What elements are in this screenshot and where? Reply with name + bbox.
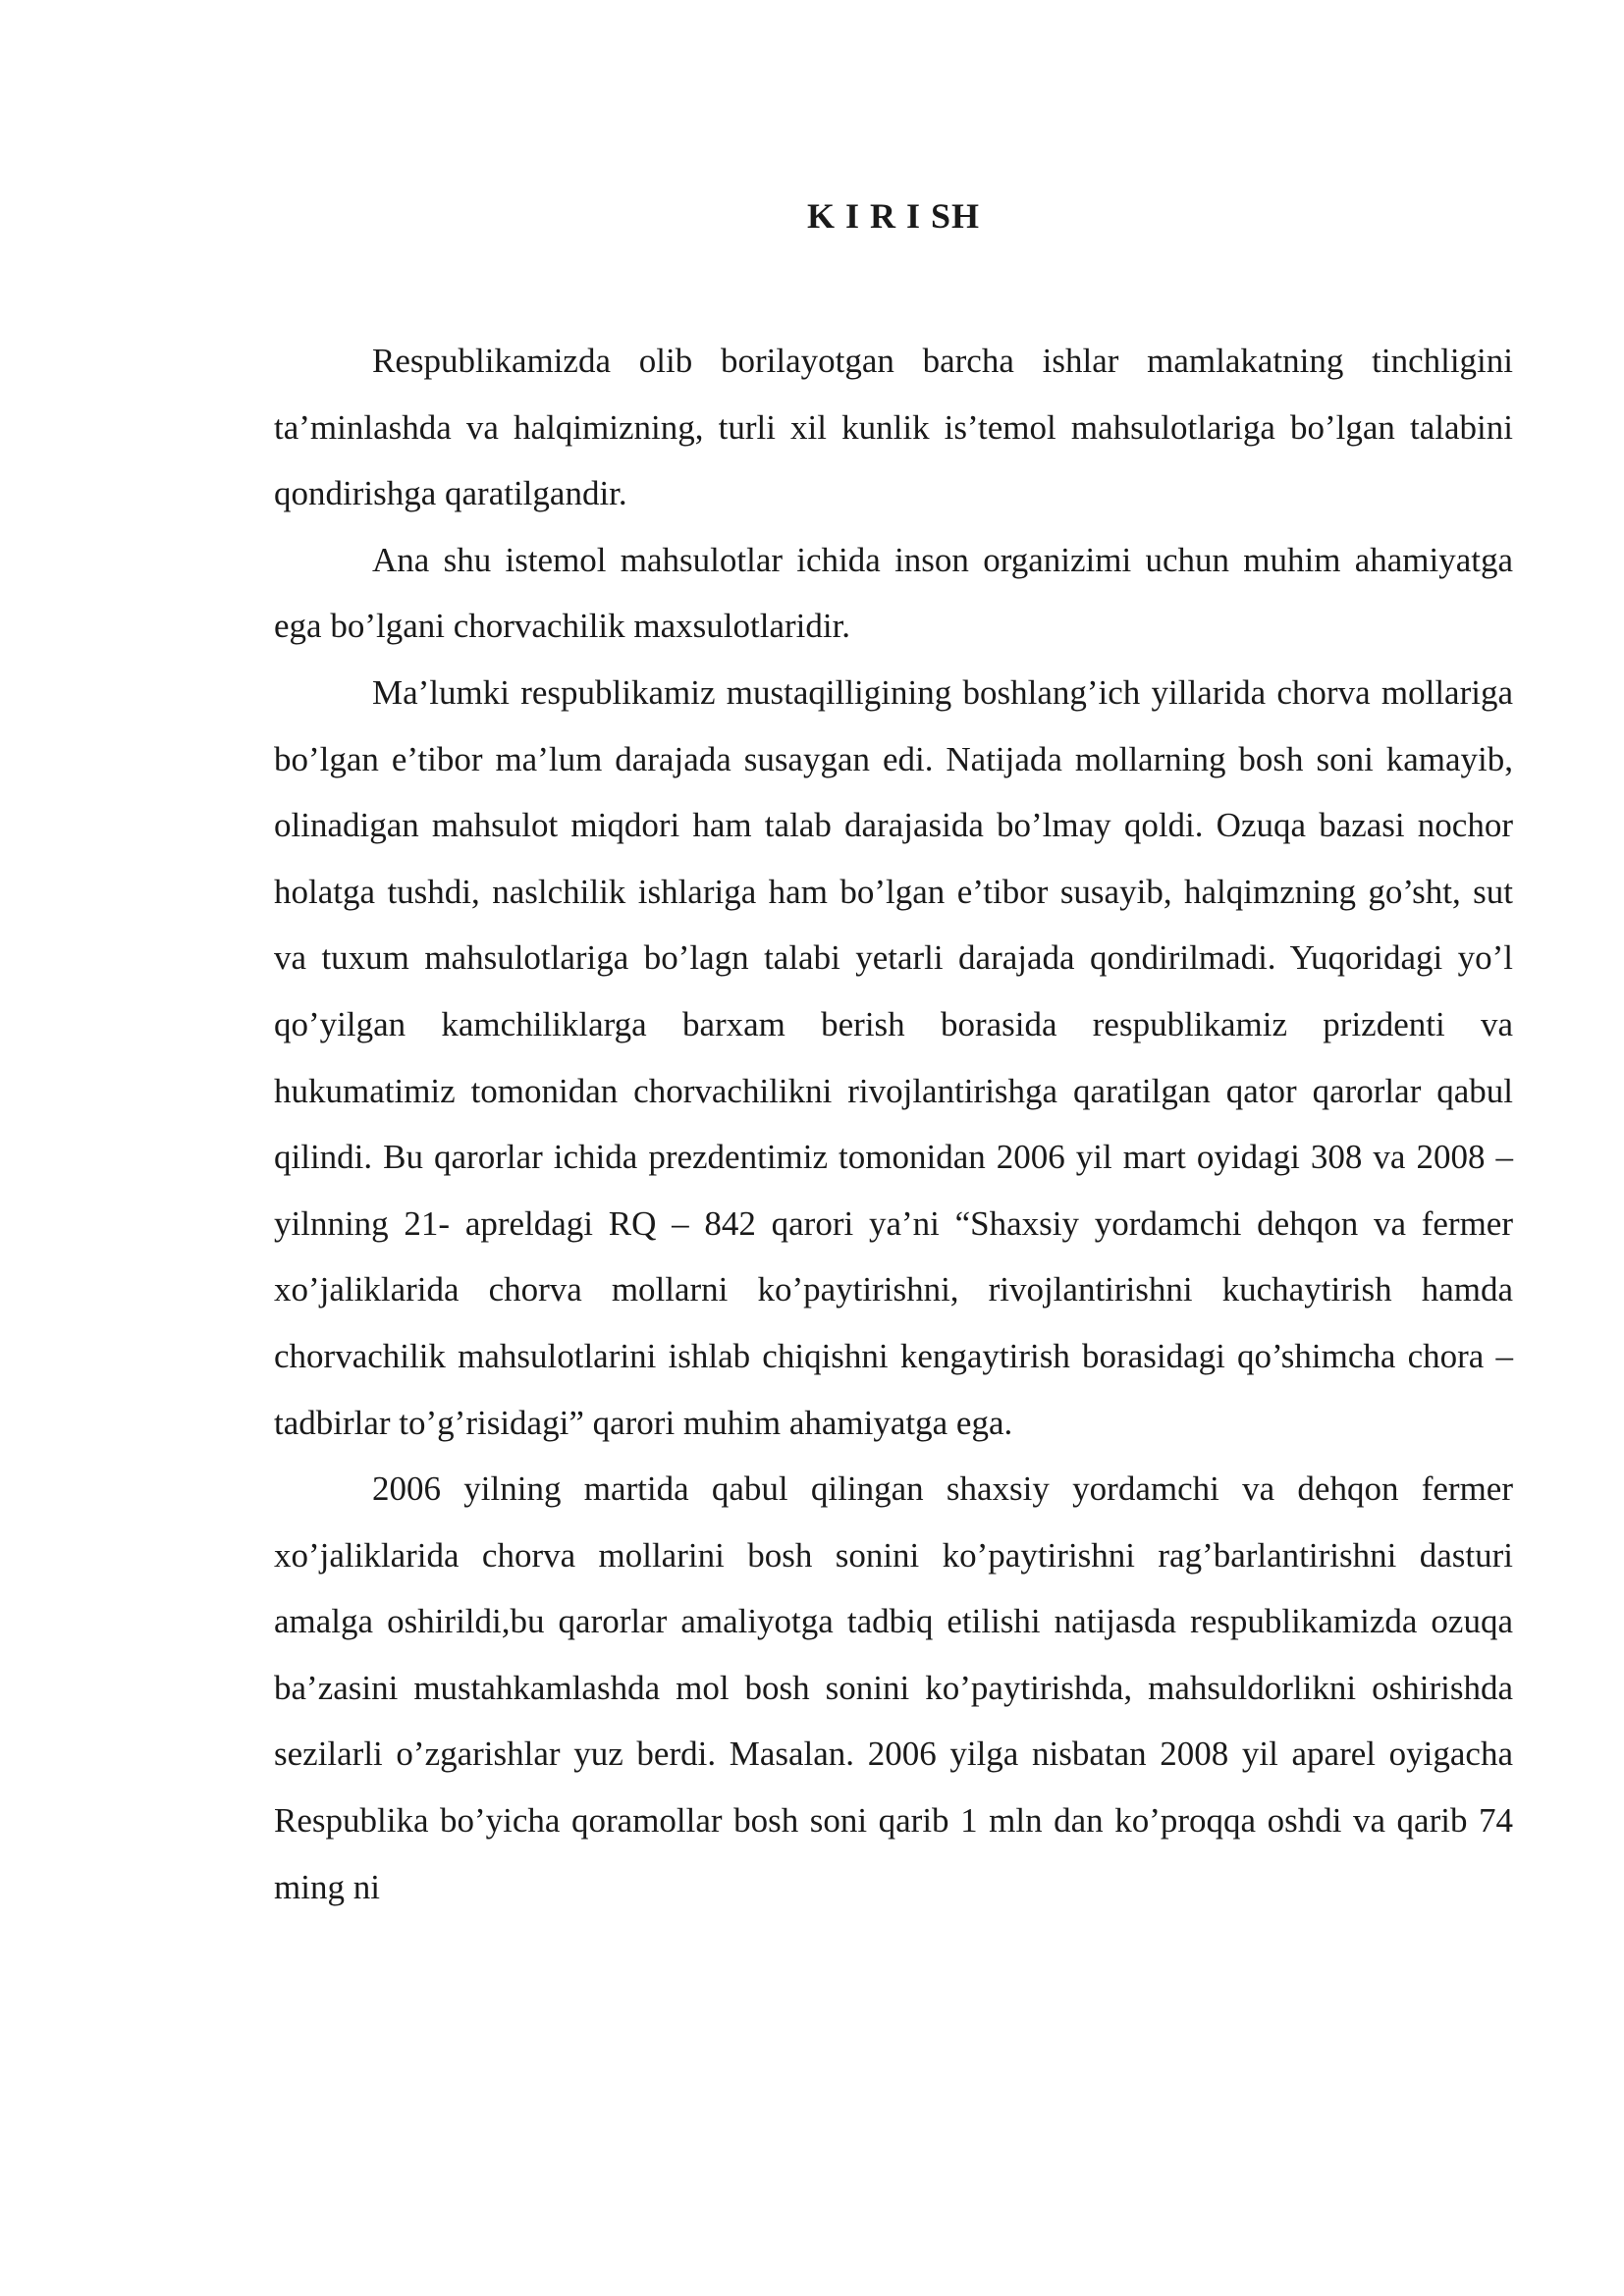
paragraph-history: Ma’lumki respublikamiz mustaqilligining boshlang’ich yillarida chorva mollariga bo’lgan e’tibor ma’lum darajada susaygan edi. Natijada mollarning bosh soni kamayib, olinadigan mahsulot miqdori ham talab darajasida bo’lmay qoldi. Ozuqa bazasi nochor holatga tushdi, naslchilik ishlariga ham bo’lgan e’tibor susayib, halqimzning go’sht, sut va tuxum mahsulotlariga bo’lagn talabi yetarli darajada qondirilmadi. Yuqoridagi yo’l qo’yilgan kamchiliklarga barxam berish borasida respublikamiz prizdenti va hukumatimiz tomonidan chorvachilikni rivojlantirishga qaratilgan qator qarorlar qabul qilindi. Bu qarorlar ichida prezdentimiz tomonidan 2006 yil mart oyidagi 308 va 2008 – yilnning 21- apreldagi RQ – 842 qarori ya’ni “Shaxsiy yordamchi dehqon va fermer xo’jaliklarida chorva mollarni ko’paytirishni, rivojlantirishni kuchaytirish hamda chorvachilik mahsulotlarini ishlab chiqishni kengaytirish borasidagi qo’shimcha chora –tadbirlar to’g’risidagi” qarori muhim ahamiyatga ega.: [274, 672, 1513, 1442]
paragraph-products: Ana shu istemol mahsulotlar ichida inson organizimi uchun muhim ahamiyatga ega bo’lgani chorvachilik maxsulotlaridir.: [274, 540, 1513, 646]
page-title: K I R I SH: [806, 196, 981, 236]
paragraph-intro: Respublikamizda olib borilayotgan barcha ishlar mamlakatning tinchligini ta’minlashda va halqimizning, turli xil kunlik is’temol mahsulotlariga bo’lgan talabini qondirishga qaratilgandir.: [274, 342, 1513, 513]
paragraph-results: 2006 yilning martida qabul qilingan shaxsiy yordamchi va dehqon fermer xo’jaliklarida chorva mollarini bosh sonini ko’paytirishni rag’barlantirishni dasturi amalga oshirildi,bu qarorlar amaliyotga tadbiq etilishi natijasda respublikamizda ozuqa ba’zasini mustahkamlashda mol bosh sonini ko’paytirishda, mahsuldorlikni oshirishda sezilarli o’zgarishlar yuz berdi. Masalan. 2006 yilga nisbatan 2008 yil aparel oyigacha Respublika bo’yicha qoramollar bosh soni qarib 1 mln dan ko’proqqa oshdi va qarib 74 ming ni: [274, 1469, 1513, 1906]
document-body: [274, 328, 1513, 1920]
